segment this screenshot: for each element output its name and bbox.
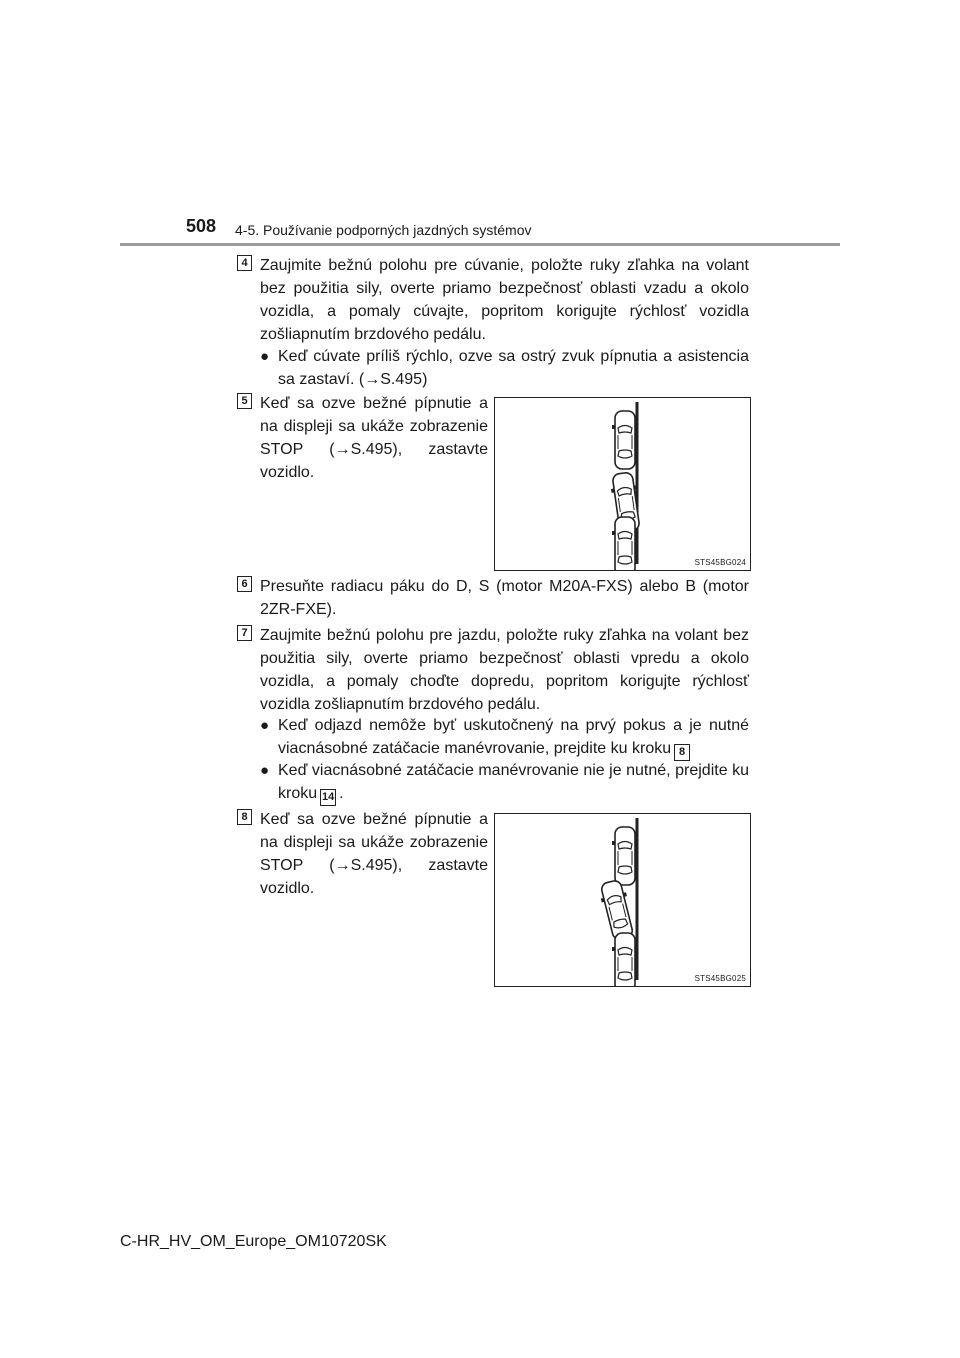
step-ref-14: 14 bbox=[320, 789, 336, 806]
page-number: 508 bbox=[186, 216, 217, 236]
step-7-bullet-2-text: Keď viacnásobné zatáčacie manévrovanie nie je nutné, prejdite ku kroku bbox=[278, 762, 749, 802]
step-number-7: 7 bbox=[237, 625, 252, 641]
step-number-5: 5 bbox=[237, 393, 252, 409]
step-number-4: 4 bbox=[237, 255, 252, 271]
step-8-text: Keď sa ozve bežné pípnutie a na displeji sa ukáže zobrazenie STOP (→S.495), zastavte vozidlo. bbox=[260, 811, 488, 897]
step-7-bullet-2 bbox=[260, 759, 749, 806]
bullet-icon: ● bbox=[260, 348, 270, 365]
step-4-text: Zaujmite bežnú polohu pre cúvanie, položte ruky zľahka na volant bez použitia sily, overte priamo bezpečnosť oblasti vzadu a okolo vozidla, a pomaly cúvajte, popritom korigujte rýchlosť vozidla zošliapnutím brzdového pedálu. bbox=[260, 257, 749, 343]
step-6-text: Presuňte radiacu páku do D, S (motor M20A-FXS) alebo B (motor 2ZR-FXE). bbox=[260, 578, 749, 618]
step-number-8: 8 bbox=[237, 809, 252, 825]
parking-illustration-2 bbox=[495, 814, 750, 986]
parking-illustration-1 bbox=[495, 398, 750, 570]
bullet-icon: ● bbox=[260, 717, 270, 734]
header-divider bbox=[120, 243, 840, 246]
bullet-end-period: . bbox=[339, 785, 344, 802]
step-4-bullet-text: Keď cúvate príliš rýchlo, ozve sa ostrý zvuk pípnutia a asistencia sa zastaví. (→S.495) bbox=[278, 348, 749, 388]
parking-figure-1 bbox=[494, 397, 751, 571]
section-title: 4-5. Používanie podporných jazdných systémov bbox=[235, 222, 532, 238]
figure-code: STS45BG024 bbox=[694, 558, 746, 567]
document-footer: C-HR_HV_OM_Europe_OM10720SK bbox=[120, 1233, 387, 1250]
step-7-bullet-1 bbox=[260, 714, 749, 761]
step-7-text: Zaujmite bežnú polohu pre jazdu, položte ruky zľahka na volant bez použitia sily, overte priamo bezpečnosť oblasti vpredu a okolo vozidla, a pomaly choďte dopredu, popritom korigujte rýchlosť vozidla zošliapnutím brzdového pedálu. bbox=[260, 627, 749, 713]
step-7-bullet-1-text: Keď odjazd nemôže byť uskutočnený na prvý pokus a je nutné viacnásobné zatáčacie manévrovanie, prejdite ku kroku bbox=[278, 717, 749, 757]
step-number-6: 6 bbox=[237, 576, 252, 592]
step-4-bullet bbox=[260, 345, 749, 391]
figure-code: STS45BG025 bbox=[694, 974, 746, 983]
bullet-icon: ● bbox=[260, 762, 270, 779]
parking-figure-2 bbox=[494, 813, 751, 987]
step-5-text: Keď sa ozve bežné pípnutie a na displeji sa ukáže zobrazenie STOP (→S.495), zastavte vozidlo. bbox=[260, 395, 488, 481]
step-ref-8: 8 bbox=[674, 744, 690, 761]
